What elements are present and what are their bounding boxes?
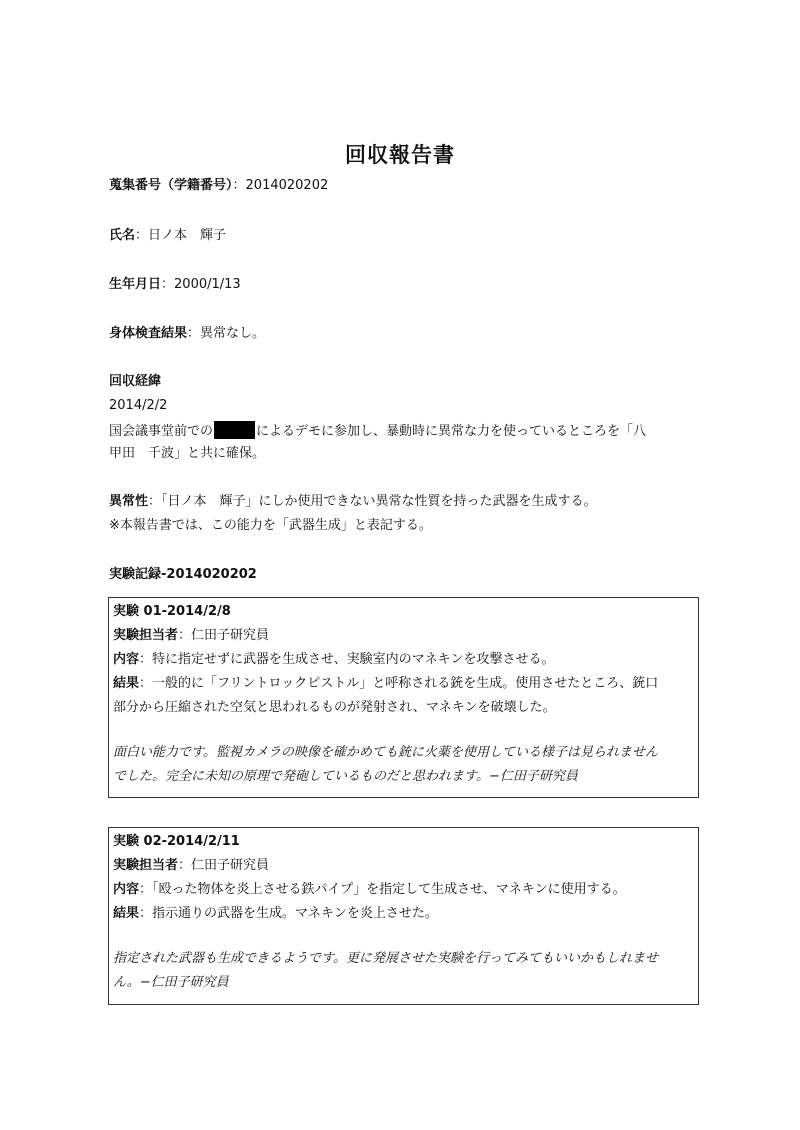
- experiment-result-cont: 部分から圧縮された空気と思われるものが発射され、マネキンを破壊した。: [113, 700, 556, 715]
- experiment-content: [113, 881, 626, 899]
- result-value: 一般的に「フリントロックピストル」と呼称される銃を生成。使用させたところ、銃口: [152, 676, 659, 691]
- researcher-note-line-1: 指定された武器も生成できるようです。更に発展させた実験を行ってみてもいいかもしれませ: [113, 951, 658, 966]
- id-value: 2014020202: [245, 178, 329, 193]
- recovery-text-before: 国会議事堂前での: [109, 424, 214, 439]
- anomaly-field: [109, 493, 597, 511]
- recovery-text-after: によるデモに参加し、暴動時に異常な力を使っているところを「八: [256, 424, 647, 439]
- experiment-header: 実験 01-2014/2/8: [113, 604, 231, 619]
- exam-field: [109, 325, 265, 343]
- result-label: 結果: [113, 676, 140, 691]
- researcher-note-line-2: ん。−仁田子研究員: [113, 975, 229, 990]
- name-field: [109, 227, 226, 245]
- redaction-bar: [214, 421, 255, 439]
- result-label: 結果: [113, 906, 140, 921]
- experiments-heading: 実験記録-2014020202: [109, 567, 257, 582]
- experiment-staff: [113, 857, 269, 875]
- anomaly-note: ※本報告書では、この能力を「武器生成」と表記する。: [109, 518, 432, 533]
- name-value: 日ノ本 輝子: [148, 228, 227, 243]
- content-value: 「殴った物体を炎上させる鉄パイプ」を指定して生成させ、マネキンに使用する。: [152, 882, 626, 897]
- exam-label: 身体検査結果: [109, 326, 188, 341]
- separator: ：: [232, 178, 246, 193]
- separator: ：: [178, 858, 192, 873]
- researcher-note-line-2: でした。完全に未知の原理で発砲しているものだと思われます。−仁田子研究員: [113, 769, 578, 784]
- anomaly-label: 異常性: [109, 494, 149, 509]
- separator: ：: [187, 326, 201, 341]
- separator: ：: [139, 906, 153, 921]
- experiment-box-2: [108, 827, 699, 1005]
- separator: ：: [139, 652, 153, 667]
- recovery-line-1: [109, 421, 646, 441]
- experiment-header: 実験 02-2014/2/11: [113, 834, 240, 849]
- separator: ：: [139, 676, 153, 691]
- staff-label: 実験担当者: [113, 858, 179, 873]
- experiment-box-1: [108, 597, 699, 798]
- recovery-date: 2014/2/2: [109, 398, 168, 413]
- separator: ：: [178, 628, 192, 643]
- separator: ：: [139, 882, 153, 897]
- staff-value: 仁田子研究員: [191, 858, 270, 873]
- id-field: [109, 177, 328, 195]
- dob-label: 生年月日: [109, 277, 162, 292]
- content-label: 内容: [113, 882, 140, 897]
- id-label: 蒐集番号（学籍番号）: [109, 178, 233, 193]
- recovery-heading: 回収経緯: [109, 374, 162, 389]
- content-label: 内容: [113, 652, 140, 667]
- dob-field: [109, 276, 241, 294]
- anomaly-value: 「日ノ本 輝子」にしか使用できない異常な性質を持った武器を生成する。: [161, 494, 597, 509]
- name-label: 氏名: [109, 228, 136, 243]
- result-value: 指示通りの武器を生成。マネキンを炎上させた。: [152, 906, 438, 921]
- dob-value: 2000/1/13: [174, 277, 241, 292]
- recovery-line-2: 甲田 千波」と共に確保。: [109, 446, 266, 461]
- experiment-result: [113, 675, 658, 693]
- staff-value: 仁田子研究員: [191, 628, 270, 643]
- experiment-staff: [113, 627, 269, 645]
- separator: ：: [135, 228, 149, 243]
- page-title: 回収報告書: [345, 143, 455, 167]
- experiment-result: [113, 905, 438, 923]
- separator: ：: [148, 494, 162, 509]
- experiment-content: [113, 651, 555, 669]
- content-value: 特に指定せずに武器を生成させ、実験室内のマネキンを攻撃させる。: [152, 652, 555, 667]
- staff-label: 実験担当者: [113, 628, 179, 643]
- researcher-note-line-1: 面白い能力です。監視カメラの映像を確かめても銃に火薬を使用している様子は見られません: [113, 745, 658, 760]
- exam-value: 異常なし。: [200, 326, 266, 341]
- separator: ：: [161, 277, 175, 292]
